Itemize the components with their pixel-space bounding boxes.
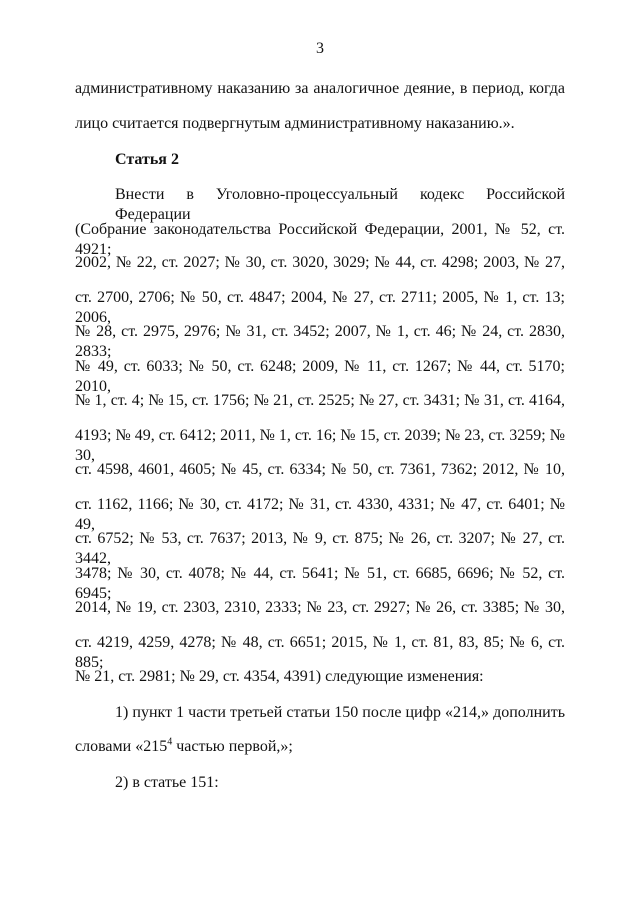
text-line: административному наказанию за аналогичное деяние, в период, когда <box>75 80 565 97</box>
text-fragment: словами «215 <box>75 738 168 755</box>
text-line: 3478; № 30, ст. 4078; № 44, ст. 5641; № 51, ст. 6685, 6696; № 52, ст. 6945; <box>75 565 565 602</box>
text-line: (Собрание законодательства Российской Федерации, 2001, № 52, ст. 4921; <box>75 221 565 258</box>
text-fragment: частью первой,»; <box>172 738 293 755</box>
text-line: № 49, ст. 6033; № 50, ст. 6248; 2009, № 11, ст. 1267; № 44, ст. 5170; 2010, <box>75 358 565 395</box>
text-line: ст. 4219, 4259, 4278; № 48, ст. 6651; 2015, № 1, ст. 81, 83, 85; № 6, ст. 885; <box>75 634 565 671</box>
text-line: ст. 1162, 1166; № 30, ст. 4172; № 31, ст. 4330, 4331; № 47, ст. 6401; № 49, <box>75 496 565 533</box>
text-line: лицо считается подвергнутым административному наказанию.». <box>75 115 515 132</box>
text-line: ст. 4598, 4601, 4605; № 45, ст. 6334; № 50, ст. 7361, 7362; 2012, № 10, <box>75 461 565 478</box>
text-line: 2014, № 19, ст. 2303, 2310, 2333; № 23, ст. 2927; № 26, ст. 3385; № 30, <box>75 599 565 616</box>
page-number: 3 <box>316 40 324 57</box>
superscript: 4 <box>167 736 173 748</box>
list-item-line: 2) в статье 151: <box>115 774 219 791</box>
text-line: № 21, ст. 2981; № 29, ст. 4354, 4391) следующие изменения: <box>75 668 484 685</box>
text-line-with-superscript <box>75 737 565 757</box>
article-heading: Статья 2 <box>115 151 179 168</box>
text-line: № 1, ст. 4; № 15, ст. 1756; № 21, ст. 2525; № 27, ст. 3431; № 31, ст. 4164, <box>75 392 565 409</box>
text-line: 4193; № 49, ст. 6412; 2011, № 1, ст. 16; № 15, ст. 2039; № 23, ст. 3259; № 30, <box>75 427 565 464</box>
list-item-line: 1) пункт 1 части третьей статьи 150 после цифр «214,» дополнить <box>115 704 565 721</box>
text-line: ст. 6752; № 53, ст. 7637; 2013, № 9, ст. 875; № 26, ст. 3207; № 27, ст. 3442, <box>75 530 565 567</box>
text-line: ст. 2700, 2706; № 50, ст. 4847; 2004, № 27, ст. 2711; 2005, № 1, ст. 13; 2006, <box>75 289 565 326</box>
text-line: Внести в Уголовно-процессуальный кодекс Российской Федерации <box>115 186 565 223</box>
text-line: 2002, № 22, ст. 2027; № 30, ст. 3020, 3029; № 44, ст. 4298; 2003, № 27, <box>75 254 565 271</box>
text-line: № 28, ст. 2975, 2976; № 31, ст. 3452; 2007, № 1, ст. 46; № 24, ст. 2830, 2833; <box>75 323 565 360</box>
